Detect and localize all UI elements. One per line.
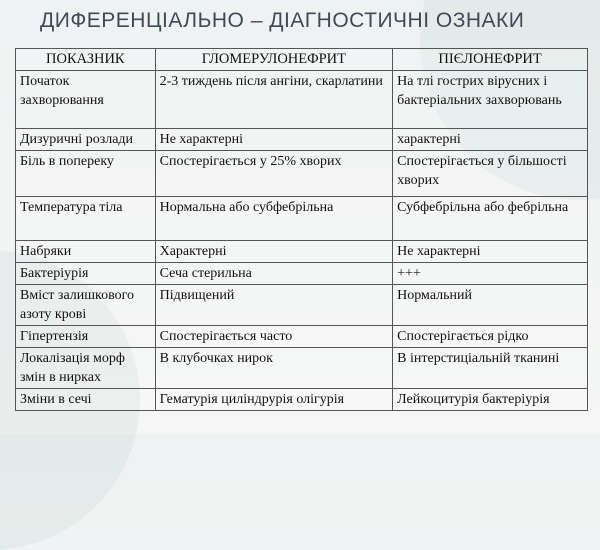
table-cell: Зміни в сечі	[16, 389, 156, 411]
table-cell: Біль в попереку	[16, 151, 156, 197]
table-cell: Нормальний	[393, 285, 588, 326]
table-row	[16, 71, 588, 129]
table-cell: Локалізація морф змін в нирках	[16, 348, 156, 389]
table-cell: Характерні	[155, 241, 393, 263]
table-cell: Початок захворювання	[16, 71, 156, 129]
table-row	[16, 197, 588, 241]
table-cell: Бактеріурія	[16, 263, 156, 285]
table-cell: На тлі гострих вірусних і бактеріальних захворювань	[393, 71, 588, 129]
table-row	[16, 241, 588, 263]
table-row	[16, 285, 588, 326]
column-header-indicator: ПОКАЗНИК	[16, 49, 156, 71]
table-cell: Спостерігається у 25% хворих	[155, 151, 393, 197]
column-header-pyelonephritis: ПІЄЛОНЕФРИТ	[393, 49, 588, 71]
column-header-glomerulonephritis: ГЛОМЕРУЛОНЕФРИТ	[155, 49, 393, 71]
table-cell: Спостерігається рідко	[393, 326, 588, 348]
comparison-table	[15, 48, 588, 411]
table-cell: Субфебрільна або фебрільна	[393, 197, 588, 241]
table-row	[16, 129, 588, 151]
table-row	[16, 263, 588, 285]
table-cell: Підвищений	[155, 285, 393, 326]
table-cell: Дизуричні розлади	[16, 129, 156, 151]
table-cell: Сеча стерильна	[155, 263, 393, 285]
table-header-row	[16, 49, 588, 71]
table-cell: 2-3 тиждень після ангіни, скарлатини	[155, 71, 393, 129]
table-cell: Гематурія циліндрурія олігурія	[155, 389, 393, 411]
table-cell: Не характерні	[393, 241, 588, 263]
table-row	[16, 348, 588, 389]
table-row	[16, 326, 588, 348]
table-row	[16, 389, 588, 411]
table-cell: характерні	[393, 129, 588, 151]
slide-title: ДИФЕРЕНЦІАЛЬНО – ДІАГНОСТИЧНІ ОЗНАКИ	[40, 9, 525, 32]
table-cell: Спостерігається у більшості хворих	[393, 151, 588, 197]
table-cell: В клубочках нирок	[155, 348, 393, 389]
table-cell: Вміст залишкового азоту крові	[16, 285, 156, 326]
table-cell: Спостерігається часто	[155, 326, 393, 348]
table-cell: +++	[393, 263, 588, 285]
table-cell: Лейкоцитурія бактеріурія	[393, 389, 588, 411]
table-cell: Температура тіла	[16, 197, 156, 241]
table-row	[16, 151, 588, 197]
table-cell: Не характерні	[155, 129, 393, 151]
table-cell: В інтерстиціальній тканині	[393, 348, 588, 389]
table-cell: Нормальна або субфебрільна	[155, 197, 393, 241]
table-cell: Гіпертензія	[16, 326, 156, 348]
table-cell: Набряки	[16, 241, 156, 263]
